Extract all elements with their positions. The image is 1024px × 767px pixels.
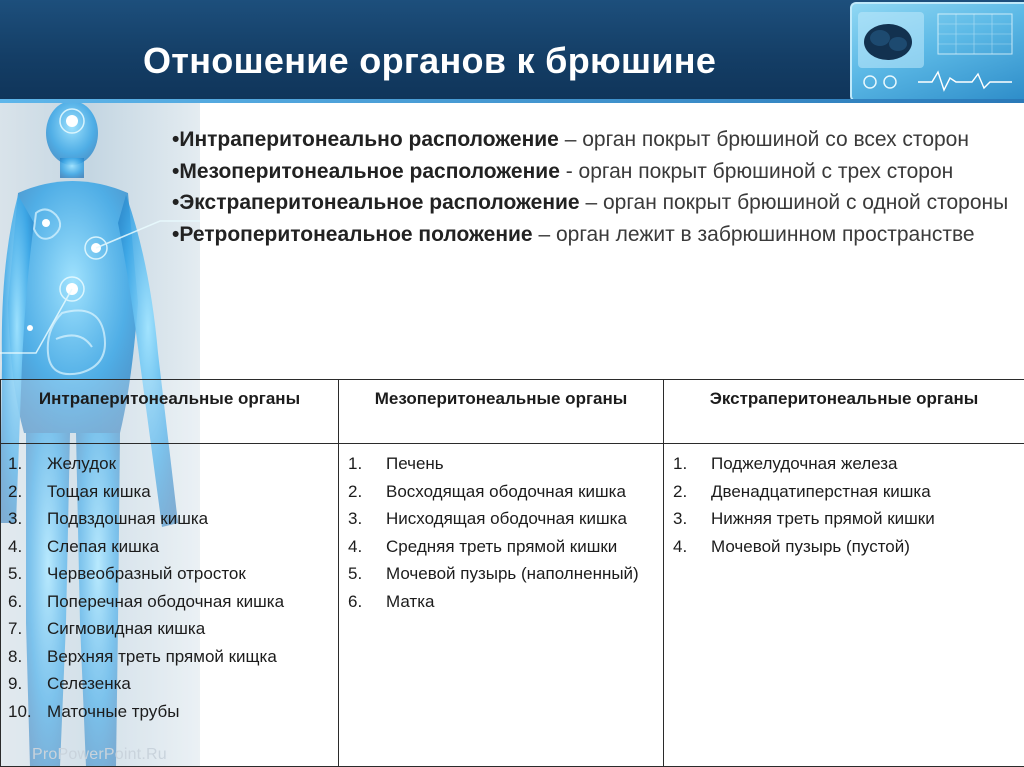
list-item: 4. Мочевой пузырь (пустой) — [673, 536, 910, 556]
organ-list — [665, 450, 1023, 560]
definition-term: •Интраперитонеально расположение — [172, 128, 559, 151]
organs-table — [0, 379, 1024, 767]
definition-extraperitoneal — [172, 187, 1012, 219]
definition-term: •Экстраперитонеальное расположение — [172, 191, 580, 214]
definition-mesoperitoneal — [172, 156, 1012, 188]
header-mesoperitoneal: Мезоперитонеальные органы — [339, 380, 664, 444]
definition-term: •Ретроперитонеальное положение — [172, 222, 533, 246]
definition-text: – орган покрыт брюшиной со всех сторон — [558, 128, 969, 151]
list-item: 2. Восходящая ободочная кишка — [348, 481, 626, 501]
definition-intraperitoneal — [172, 124, 1012, 156]
cell-intraperitoneal — [1, 444, 339, 767]
list-item: 9. Селезенка — [8, 674, 131, 693]
definitions-list — [172, 124, 1012, 250]
header-intraperitoneal: Интраперитонеальные органы — [1, 380, 339, 444]
organ-list — [2, 450, 337, 725]
list-item: 4. Средняя треть прямой кишки — [348, 536, 618, 556]
list-item: 1. Желудок — [8, 454, 117, 473]
header-extraperitoneal: Экстраперитонеальные органы — [664, 380, 1024, 444]
table-row — [1, 444, 1024, 767]
list-item: 5. Червеобразный отросток — [8, 564, 246, 583]
organ-list — [340, 450, 662, 615]
cell-extraperitoneal — [664, 444, 1024, 767]
definition-retroperitoneal — [172, 219, 1012, 251]
list-item: 3. Нисходящая ободочная кишка — [348, 509, 627, 528]
watermark: ProPowerPoint.Ru — [32, 746, 167, 763]
list-item: 1. Поджелудочная железа — [673, 454, 898, 473]
title-bar — [0, 0, 1024, 103]
list-item: 2. Двенадцатиперстная кишка — [673, 481, 931, 501]
list-item: 3. Нижняя треть прямой кишки — [673, 509, 935, 528]
list-item: 4. Слепая кишка — [8, 536, 160, 556]
list-item: 5. Мочевой пузырь (наполненный) — [348, 564, 639, 583]
list-item: 8. Верхняя треть прямой кищка — [8, 646, 277, 666]
list-item: 6. Поперечная ободочная кишка — [8, 591, 285, 611]
brain-icon — [852, 4, 1022, 100]
definition-text: – орган лежит в забрюшинном пространстве — [532, 222, 975, 246]
list-item: 2. Тощая кишка — [8, 481, 151, 501]
brain-scan-panel — [850, 2, 1024, 102]
definition-text: – орган покрыт брюшиной с одной стороны — [579, 191, 1009, 214]
definition-term: •Мезоперитонеальное расположение — [172, 159, 560, 183]
list-item: 3. Подвздошная кишка — [8, 509, 209, 528]
table-header-row — [1, 380, 1024, 444]
list-item: 1. Печень — [348, 454, 444, 473]
cell-mesoperitoneal — [339, 444, 664, 767]
definition-text: - орган покрыт брюшиной с трех сторон — [559, 159, 954, 183]
slide-title: Отношение органов к брюшине — [143, 40, 717, 81]
list-item: 10. Маточные трубы — [8, 701, 180, 721]
list-item: 6. Матка — [348, 591, 435, 611]
list-item: 7. Сигмовидная кишка — [8, 619, 206, 638]
